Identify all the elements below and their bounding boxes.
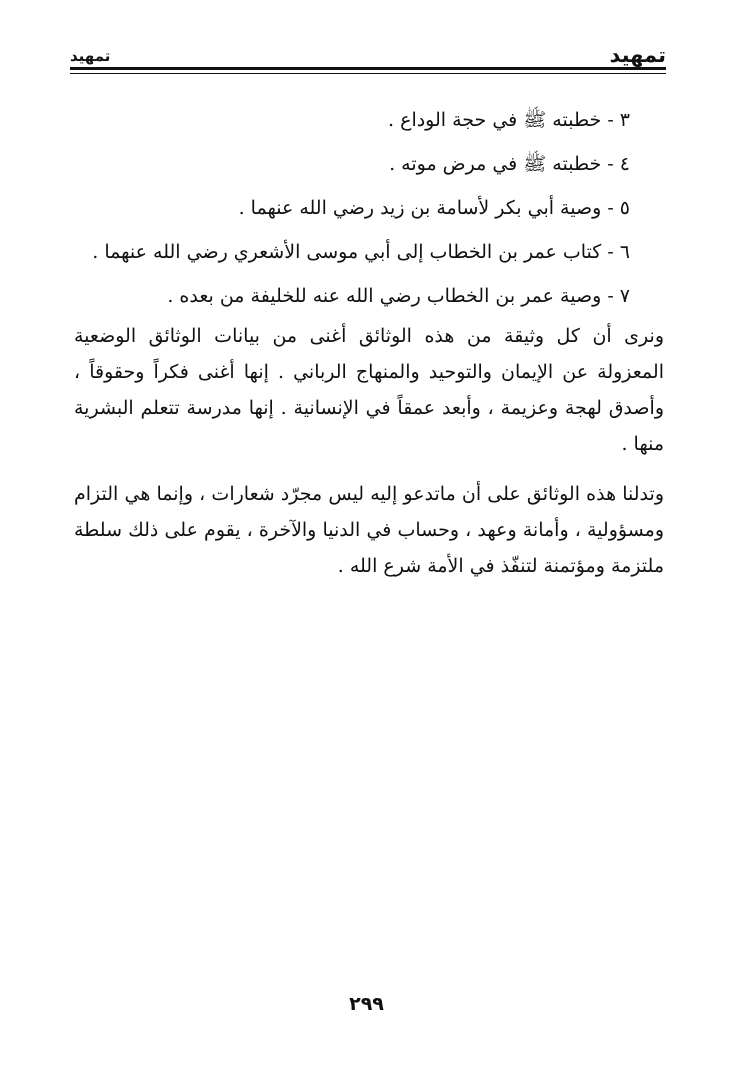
- body-paragraph: وتدلنا هذه الوثائق على أن ماتدعو إليه ليس مجرّد شعارات ، وإنما هي التزام ومسؤولية ، وأمانة وعهد ، وحساب في الدنيا والآخرة ، يقوم على ذلك سلطة ملتزمة ومؤتمنة لتنفّذ في الأمة شرع الله .: [74, 483, 664, 577]
- running-header-title: تمهيد: [609, 43, 666, 67]
- list-item: ٣ - خطبته ﷺ في حجة الوداع .: [388, 109, 630, 131]
- list-item: ٥ - وصية أبي بكر لأسامة بن زيد رضي الله عنهما .: [238, 197, 630, 219]
- header-rule-thin: [70, 73, 666, 74]
- list-item: ٧ - وصية عمر بن الخطاب رضي الله عنه للخليفة من بعده .: [167, 285, 630, 307]
- page-number: ٢٩٩: [349, 993, 384, 1015]
- page-body: [74, 102, 664, 584]
- document-list: [74, 102, 664, 322]
- body-paragraph: ونرى أن كل وثيقة من هذه الوثائق أغنى من بيانات الوثائق الوضعية المعزولة عن الإيمان والتوحيد والمنهاج الرباني . إنها أغنى فكراً وحقوقاً ، وأصدق لهجة وعزيمة ، وأبعد عمقاً في الإنسانية . إنها مدرسة تتعلم البشرية منها .: [74, 325, 664, 455]
- list-item: ٤ - خطبته ﷺ في مرض موته .: [389, 153, 630, 175]
- header-rule-thick: [70, 67, 666, 70]
- running-header-title-small: تمهيد: [70, 47, 111, 65]
- running-header: [70, 40, 666, 70]
- list-item: ٦ - كتاب عمر بن الخطاب إلى أبي موسى الأشعري رضي الله عنهما .: [92, 241, 630, 263]
